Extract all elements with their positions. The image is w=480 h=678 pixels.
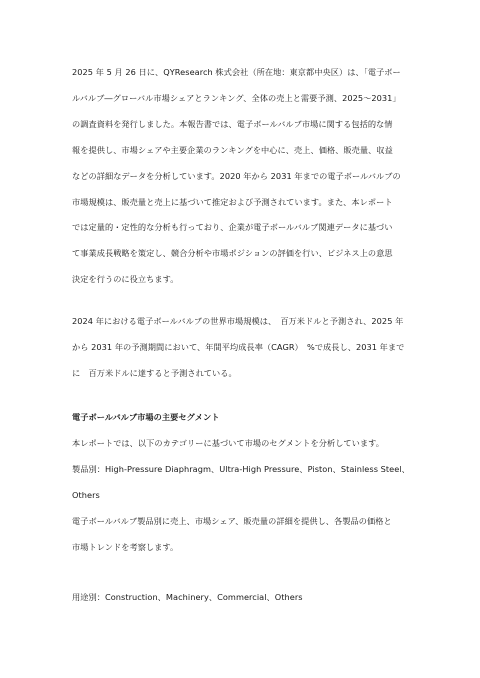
forecast-line: から 2031 年の予測期間において、年間平均成長率（CAGR） %で成長し、2031 年まで — [72, 341, 405, 352]
intro-line: などの詳細なデータを分析しています。2020 年から 2031 年までの電子ボールバルブの — [72, 170, 401, 181]
intro-line: 2025 年 5 月 26 日に、QYResearch 株式会社（所在地：東京都中央区）は、「電子ボー — [72, 67, 401, 77]
segments-line: Others — [72, 489, 100, 500]
intro-line: て事業成長戦略を策定し、競合分析や市場ポジションの評価を行い、ビジネス上の意思 — [72, 248, 393, 259]
intro-paragraph — [72, 60, 412, 293]
segments-line: 本レポートでは、以下のカテゴリーに基づいて市場のセグメントを分析しています。 — [72, 437, 384, 448]
forecast-line: に 百万米ドルに達すると予測されている。 — [72, 367, 237, 378]
intro-line: 市場規模は、販売量と売上に基づいて推定および予測されています。また、本レポート — [72, 196, 393, 207]
application-line: 用途別：Construction、Machinery、Commercial、Others — [72, 592, 303, 602]
forecast-line: 2024 年における電子ボールバルブの世界市場規模は、 百万米ドルと予測され、2025 年 — [72, 316, 404, 326]
segments-line: 市場トレンドを考察します。 — [72, 541, 179, 552]
intro-line: の調査資料を発行しました。本報告書では、電子ボールバルブ市場に関する包括的な情 — [72, 118, 393, 129]
application-section — [72, 585, 412, 611]
segments-heading: 電子ボールバルブ市場の主要セグメント — [72, 412, 220, 422]
intro-line: では定量的・定性的な分析も行っており、企業が電子ボールバルブ関連データに基づい — [72, 222, 393, 233]
intro-line: ルバルブ―グローバル市場シェアとランキング、全体の売上と需要予測、2025～2031」 — [72, 92, 401, 103]
segments-line: 電子ボールバルブ製品別に売上、市場シェア、販売量の詳細を提供し、各製品の価格と — [72, 515, 392, 526]
intro-line: 報を提供し、市場シェアや主要企業のランキングを中心に、売上、価格、販売量、収益 — [72, 144, 393, 155]
segments-section — [72, 405, 412, 560]
segments-line: 製品別：High-Pressure Diaphragm、Ultra-High Pressure、Piston、Stainless Steel、 — [72, 463, 410, 474]
intro-line: 決定を行うのに役立ちます。 — [72, 274, 179, 285]
forecast-paragraph — [72, 309, 412, 387]
